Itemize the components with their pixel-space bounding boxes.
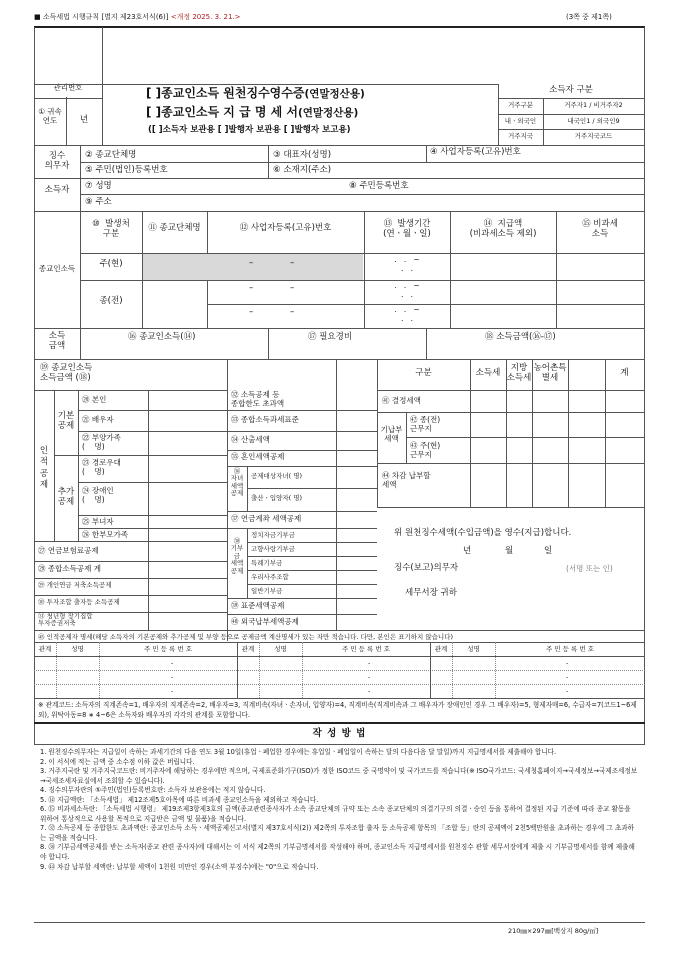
nationality-class-value: 내국인1 / 외국인9 bbox=[567, 117, 620, 125]
standard-credit-label: ㊴ 표준세액공제 bbox=[231, 601, 285, 610]
income-amount-label: 소득 금액 bbox=[48, 331, 66, 351]
instruction-item: 2. 이 서식에 적는 금액 중 소수점 이하 값은 버립니다. bbox=[40, 757, 195, 766]
pension-premium-deduction-label: ㉗ 연금보험료공제 bbox=[38, 546, 99, 555]
residence-country-label: 거주지국 bbox=[507, 132, 534, 140]
instruction-item: 8. ㊳ 기부금세액공제를 받는 소득자(종교 관련 종사자)에 대해서는 이 서식 제2쪽의 기부금명세서를 작성해야 하며, 종교인소득 지급명세서를 원천징수 관할 세무서장에게 제출 시 기부금명세서를 함께 제출해야 합니다. bbox=[40, 843, 635, 862]
corp-reg-no-field[interactable]: ⑤ 주민(법인)등록번호 bbox=[85, 165, 168, 175]
dep-col-relation-2: 관계 bbox=[241, 645, 255, 653]
biz-no-dash-6: – bbox=[290, 307, 295, 317]
earner-class-title: 소득자 구분 bbox=[549, 85, 593, 95]
prepaid-tax-group-label: 기납부 세액 bbox=[380, 425, 403, 443]
tax-base-label: ㉝ 종합소득과세표준 bbox=[231, 415, 299, 424]
attribution-year-label: ① 귀속 연도 bbox=[38, 107, 62, 125]
total-income-deduction-label: ㉘ 종합소득공제 계 bbox=[38, 564, 101, 573]
dep-col-relation-3: 관계 bbox=[434, 645, 448, 653]
income-amount-header: ⑲ 종교인소득 소득금액 (⑱) bbox=[40, 363, 93, 383]
personal-deduction-label: 인 적 공 제 bbox=[39, 446, 49, 491]
withholder-section-label: 징수 의무자 bbox=[44, 151, 70, 171]
youth-savings-deduction-label: ㉛ 청년형 장기집합 투자증권저축 bbox=[38, 612, 93, 628]
org-name-field[interactable]: ② 종교단체명 bbox=[85, 150, 137, 160]
dep-col-rrn-1: 주 민 등 록 번 호 bbox=[143, 645, 192, 653]
dep-rrn-dash: - bbox=[566, 687, 569, 695]
row-sub-label: 종(전) bbox=[99, 296, 123, 306]
instruction-item: 5. ⑭ 지급액란: 「소득세법」 제12조제5호아목에 따른 비과세 종교인소득을 제외하고 적습니다. bbox=[40, 795, 319, 804]
political-donation-label: 정치자금기부금 bbox=[251, 531, 295, 539]
tax-payable-label: ㊹ 차감 납부할 세액 bbox=[382, 471, 431, 489]
child-credit-label: ㊱ 자녀 세액 공제 bbox=[230, 467, 244, 498]
withholder-signer-label: 징수(보고)의무자 bbox=[394, 563, 459, 573]
col-rural-tax-header: 농어촌특 별세 bbox=[533, 363, 567, 383]
dep-rrn-dash: - bbox=[171, 687, 174, 695]
title-line-3: ([ ]소득자 보관용 [ ]발행자 보관용 [ ]발행자 보고용) bbox=[148, 125, 351, 135]
title-line-1: [ ]종교인소득 원천징수영수증(연말정산용) bbox=[146, 86, 365, 100]
dependents-caption: ㊺ 인적공제자 명세(해당 소득자의 기본공제와 추가공제 및 부양 등으로 공제금액 계산명세가 있는 자만 적습니다. 다만, 본인은 표기하지 않습니다) bbox=[38, 633, 454, 641]
necessary-expense[interactable]: ⑰ 필요경비 bbox=[308, 332, 353, 342]
col-source-header: ⑩ 발생처 구분 bbox=[92, 219, 130, 239]
disabled-deduction-label: ㉔ 장애인 ( 명) bbox=[82, 486, 114, 504]
donation-credit-label: ㊳ 기부 금 세액 공제 bbox=[230, 537, 244, 575]
prepaid-tax-prev-label: ㊷ 종(전) 근무지 bbox=[410, 415, 441, 433]
earner-section-label: 소득자 bbox=[44, 185, 70, 195]
page-indicator: (3쪽 중 제1쪽) bbox=[566, 13, 612, 21]
title-line-2: [ ]종교인소득 지 급 명 세 서(연말정산용) bbox=[146, 105, 359, 119]
deduction-limit-excess-label: ㉜ 소득공제 등 종합한도 초과액 bbox=[231, 390, 285, 408]
spouse-deduction-label: ㉑ 배우자 bbox=[82, 415, 114, 424]
mgmt-no-label: 관리번호 bbox=[53, 83, 83, 92]
regulation-reference: ■ 소득세법 시행규칙 [별지 제23호서식(6)] <개정 2025. 3. 21.> bbox=[34, 13, 241, 21]
special-donation-label: 특례기부금 bbox=[251, 559, 283, 567]
tax-office-addressee: 세무서장 귀하 bbox=[405, 588, 457, 598]
col-local-tax-header: 지방 소득세 bbox=[506, 363, 532, 383]
child-credit-eligible: 공제대상자녀( 명) bbox=[251, 472, 303, 480]
marriage-credit-label: ㉟ 혼인세액공제 bbox=[231, 452, 285, 461]
sign-or-seal[interactable]: (서명 또는 인) bbox=[566, 564, 613, 573]
dependents-deduction-label: ㉒ 부양가족 ( 명) bbox=[82, 433, 121, 451]
period-main[interactable]: . . ~ . . bbox=[394, 255, 420, 273]
earner-name-field[interactable]: ⑦ 성명 bbox=[85, 181, 112, 191]
dep-rrn-dash: - bbox=[368, 687, 371, 695]
esop-donation-label: 우리사주조합 bbox=[251, 573, 289, 581]
single-parent-deduction-label: ㉖ 한부모가족 bbox=[82, 530, 129, 539]
biz-no-dash-3: – bbox=[249, 283, 254, 293]
child-credit-birth: 출산ㆍ입양자( 명) bbox=[251, 494, 303, 502]
col-type-header: 구분 bbox=[415, 368, 432, 378]
dep-rrn-dash: - bbox=[566, 659, 569, 667]
earner-rrn-field[interactable]: ⑧ 주민등록번호 bbox=[349, 181, 409, 191]
date-year[interactable]: 년 bbox=[463, 546, 472, 556]
dep-col-relation-1: 관계 bbox=[38, 645, 52, 653]
dep-col-rrn-2: 주 민 등 록 번 호 bbox=[341, 645, 390, 653]
biz-no-dash-1: – bbox=[249, 258, 254, 268]
col-income-tax-header: 소득세 bbox=[475, 368, 501, 378]
basic-deduction-label: 기본 공제 bbox=[57, 411, 75, 431]
earner-address-field[interactable]: ⑨ 주소 bbox=[85, 197, 112, 207]
biz-no-dash-4: – bbox=[290, 283, 295, 293]
calculated-tax-label: ㉞ 산출세액 bbox=[231, 435, 270, 444]
decided-tax-label: ㊶ 결정세액 bbox=[382, 396, 421, 405]
net-income-amount[interactable]: ⑱ 소득금액(⑯-⑰) bbox=[485, 332, 556, 342]
instruction-item: 4. 징수의무자란의 ⑤주민(법인)등록번호란: 소득자 보관용에는 적지 않습니다. bbox=[40, 786, 266, 795]
female-deduction-label: ㉕ 부녀자 bbox=[82, 517, 114, 526]
investment-deduction-label: ㉚ 투자조합 출자등 소득공제 bbox=[38, 598, 120, 606]
date-day[interactable]: 일 bbox=[544, 546, 553, 556]
col-amount-header: ⑭ 지급액 (비과세소득 제외) bbox=[469, 219, 537, 239]
paper-spec: 210㎜×297㎜[백상지 80g/㎡] bbox=[508, 927, 599, 935]
foreign-tax-credit-label: ㊵ 외국납부세액공제 bbox=[231, 617, 299, 626]
col-biz-no-header: ⑫ 사업자등록(고유)번호 bbox=[239, 223, 332, 233]
residence-country-code: 거주지국코드 bbox=[574, 132, 613, 140]
period-sub-2[interactable]: . . ~ . . bbox=[394, 305, 420, 323]
date-month[interactable]: 월 bbox=[505, 546, 514, 556]
general-donation-label: 일반기부금 bbox=[251, 587, 283, 595]
dep-col-rrn-3: 주 민 등 록 번 호 bbox=[545, 645, 594, 653]
instruction-item: 7. ㉜ 소득공제 등 종합한도 초과액란: 종교인소득 소득ㆍ세액공제신고서(별지 제37호서식(2)) 제2쪽의 투자조합 출자 등 소득공제 항목의 「조합 등」란의 공제액이 2천5백만원을 초과하는 경우에 그 초과하는 금액을 적습니다. bbox=[40, 824, 634, 842]
instruction-item: 6. ⑮ 비과세소득란: 「소득세법 시행령」 제19조제3항제3호의 금액(종교관련종사자가 소속 종교단체의 규약 또는 소속 종교단체의 의결기구의 의결ㆍ승인 등을 통하여 결정된 지급 기준에 따라 종교 활동을 위하여 통상적으로 사용할 목적으로 지급받은 금액 및 물품)을 적습니다. bbox=[40, 805, 631, 823]
dep-rrn-dash: - bbox=[171, 673, 174, 681]
self-deduction-label: ⑳ 본인 bbox=[82, 395, 107, 404]
instruction-item: 9. ㊹ 차감 납부할 세액란: 납부할 세액이 1천원 미만인 경우(소액 부징수)에는 "0"으로 적습니다. bbox=[40, 862, 319, 871]
dep-rrn-dash: - bbox=[171, 659, 174, 667]
additional-deduction-label: 추가 공제 bbox=[57, 487, 75, 507]
dep-col-name-2: 성명 bbox=[274, 645, 287, 653]
col-org-header: ⑪ 종교단체명 bbox=[148, 223, 201, 233]
hometown-donation-label: 고향사랑기부금 bbox=[251, 545, 295, 553]
col-period-header: ⑬ 발생기간 (연ㆍ월ㆍ일) bbox=[383, 219, 431, 239]
col-nontax-header: ⑮ 비과세 소득 bbox=[582, 219, 618, 239]
biz-no-dash-5: – bbox=[249, 307, 254, 317]
business-reg-no-field[interactable]: ④ 사업자등록(고유)번호 bbox=[430, 147, 521, 157]
residence-class-value: 거주자1 / 비거주자2 bbox=[564, 101, 623, 109]
biz-no-dash-2: – bbox=[290, 258, 295, 268]
pension-account-credit-label: ㊲ 연금계좌 세액공제 bbox=[231, 514, 302, 523]
receipt-statement: 위 원천징수세액(수입금액)을 영수(지급)합니다. bbox=[394, 528, 572, 538]
location-address-field[interactable]: ⑥ 소재지(주소) bbox=[273, 165, 332, 175]
dep-col-name-3: 성명 bbox=[467, 645, 480, 653]
income-section-label: 종교인소득 bbox=[38, 264, 76, 273]
col-total-header: 계 bbox=[620, 368, 629, 378]
instructions-list bbox=[40, 748, 638, 872]
prepaid-tax-current-label: ㊸ 주(현) 근무지 bbox=[410, 441, 441, 459]
attribution-year-unit: 년 bbox=[79, 115, 89, 125]
instruction-item: 3. 거주지국란 및 거주지국코드란: 비거주자에 해당하는 경우에만 적으며, 국제표준화기구(ISO)가 정한 ISO코드 중 국명약어 및 국가코드를 적습니다(※ ISO국가코드: 국세청홈페이지→국세정보→국제조세정보→국세조세자료실에서 조회할 수 있습니다). bbox=[40, 767, 638, 785]
instruction-item: 1. 원천징수의무자는 지급일이 속하는 과세기간의 다음 연도 3월 10일(휴업ㆍ폐업한 경우에는 휴업일ㆍ폐업일이 속하는 달의 다음다음 달 말일)까지 지급명세서를 제출해야 합니다. bbox=[40, 748, 557, 756]
dep-rrn-dash: - bbox=[566, 673, 569, 681]
period-sub-1[interactable]: . . ~ . . bbox=[394, 281, 420, 299]
row-main-label: 주(현) bbox=[99, 259, 123, 269]
dep-col-name-1: 성명 bbox=[71, 645, 84, 653]
nationality-class-label: 내ㆍ외국인 bbox=[504, 117, 537, 125]
religious-income-amount[interactable]: ⑯ 종교인소득(⑭) bbox=[128, 332, 196, 342]
representative-name-field[interactable]: ③ 대표자(성명) bbox=[273, 150, 332, 160]
pension-savings-deduction-label: ㉙ 개인연금 저축소득공제 bbox=[38, 581, 112, 589]
dep-rrn-dash: - bbox=[368, 673, 371, 681]
relation-code-note: ※ 관계코드: 소득자의 직계존속=1, 배우자의 직계존속=2, 배우자=3, 직계비속(자녀ㆍ손자녀, 입양자)=4, 직계비속(직계비속과 그 배우자가 장애인인 경우 그 배우자)=5, 형제자매=6, 수급자=7(코드1~6제외), 위탁아동=8 ∗ 4~6은 소득자와 배우자의 각각의 관계를 포함합니다. bbox=[38, 701, 637, 719]
dep-rrn-dash: - bbox=[368, 659, 371, 667]
instructions-title: 작 성 방 법 bbox=[312, 728, 367, 739]
elderly-deduction-label: ㉓ 경로우대 ( 명) bbox=[82, 458, 121, 476]
revision-date: <개정 2025. 3. 21.> bbox=[170, 13, 241, 21]
residence-class-label: 거주구분 bbox=[507, 101, 534, 109]
